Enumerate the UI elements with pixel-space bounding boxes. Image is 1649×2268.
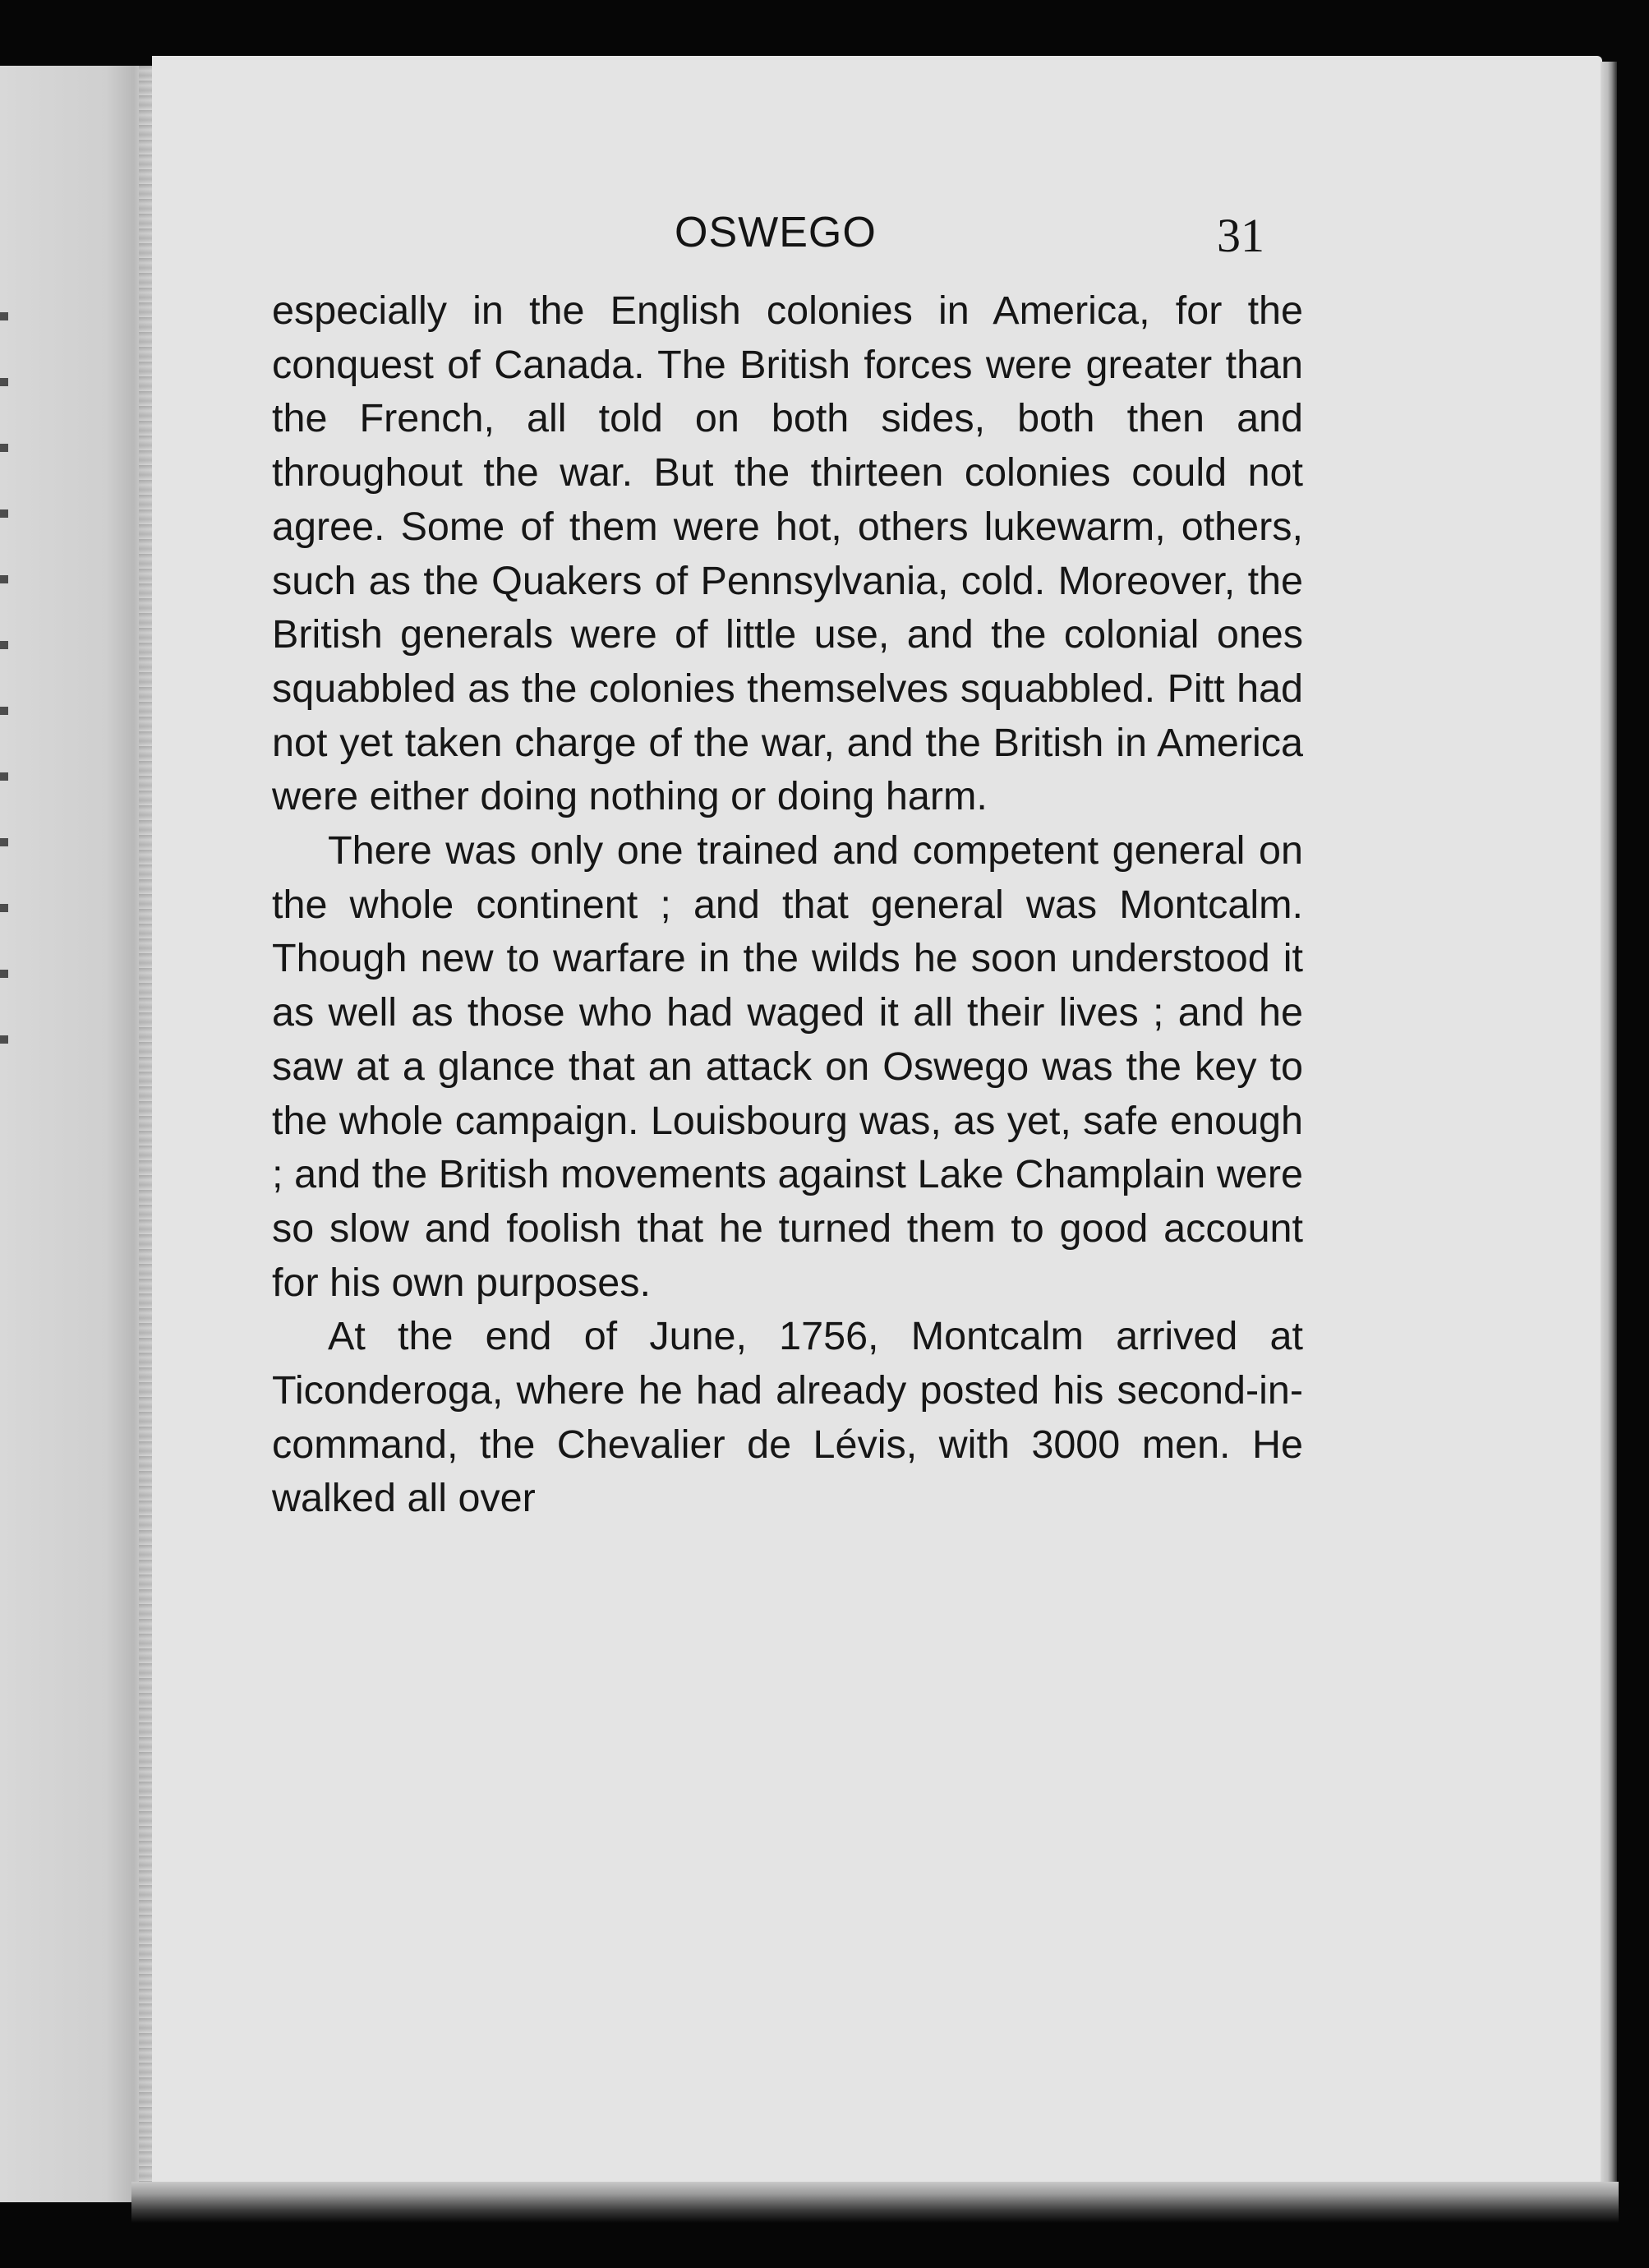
running-head xyxy=(272,208,1307,265)
page-fore-edge xyxy=(1601,62,1617,2198)
gutter-shadow xyxy=(139,66,152,2202)
facing-page-text-fragments xyxy=(0,312,8,1052)
page-number: 31 xyxy=(1217,209,1264,262)
body-text xyxy=(272,284,1303,1526)
paragraph: There was only one trained and competent general on the whole continent ; and that general was Montcalm. Though new to warfare in the wilds he soon understood it as well as those who had waged it all their lives ; and he saw at a glance that an attack on Oswego was the key to the whole campaign. Louisbourg was, as yet, safe enough ; and the British movements against Lake Champlain were so slow and foolish that he turned them to good account for his own purposes. xyxy=(272,828,1303,1305)
paragraph: especially in the English colonies in America, for the conquest of Canada. The British forces were greater than the French, all told on both sides, both then and throughout the war. But the thirteen colonies could not agree. Some of them were hot, others lukewarm, others, such as the Quakers of Pennsylvania, cold. Moreover, the British generals were of little use, and the colonial ones squabbled as the colonies themselves squabbled. Pitt had not yet taken charge of the war, and the British in America were either doing nothing or doing harm. xyxy=(272,288,1303,819)
chapter-title: OSWEGO xyxy=(675,209,877,256)
page-bottom-edge xyxy=(131,2182,1619,2223)
paragraph: At the end of June, 1756, Montcalm arrived at Ticonderoga, where he had already posted his second-in-command, the Chevalier de Lévis, with 3000 men. He walked all over xyxy=(272,1314,1303,1521)
facing-page-edge xyxy=(0,66,152,2202)
